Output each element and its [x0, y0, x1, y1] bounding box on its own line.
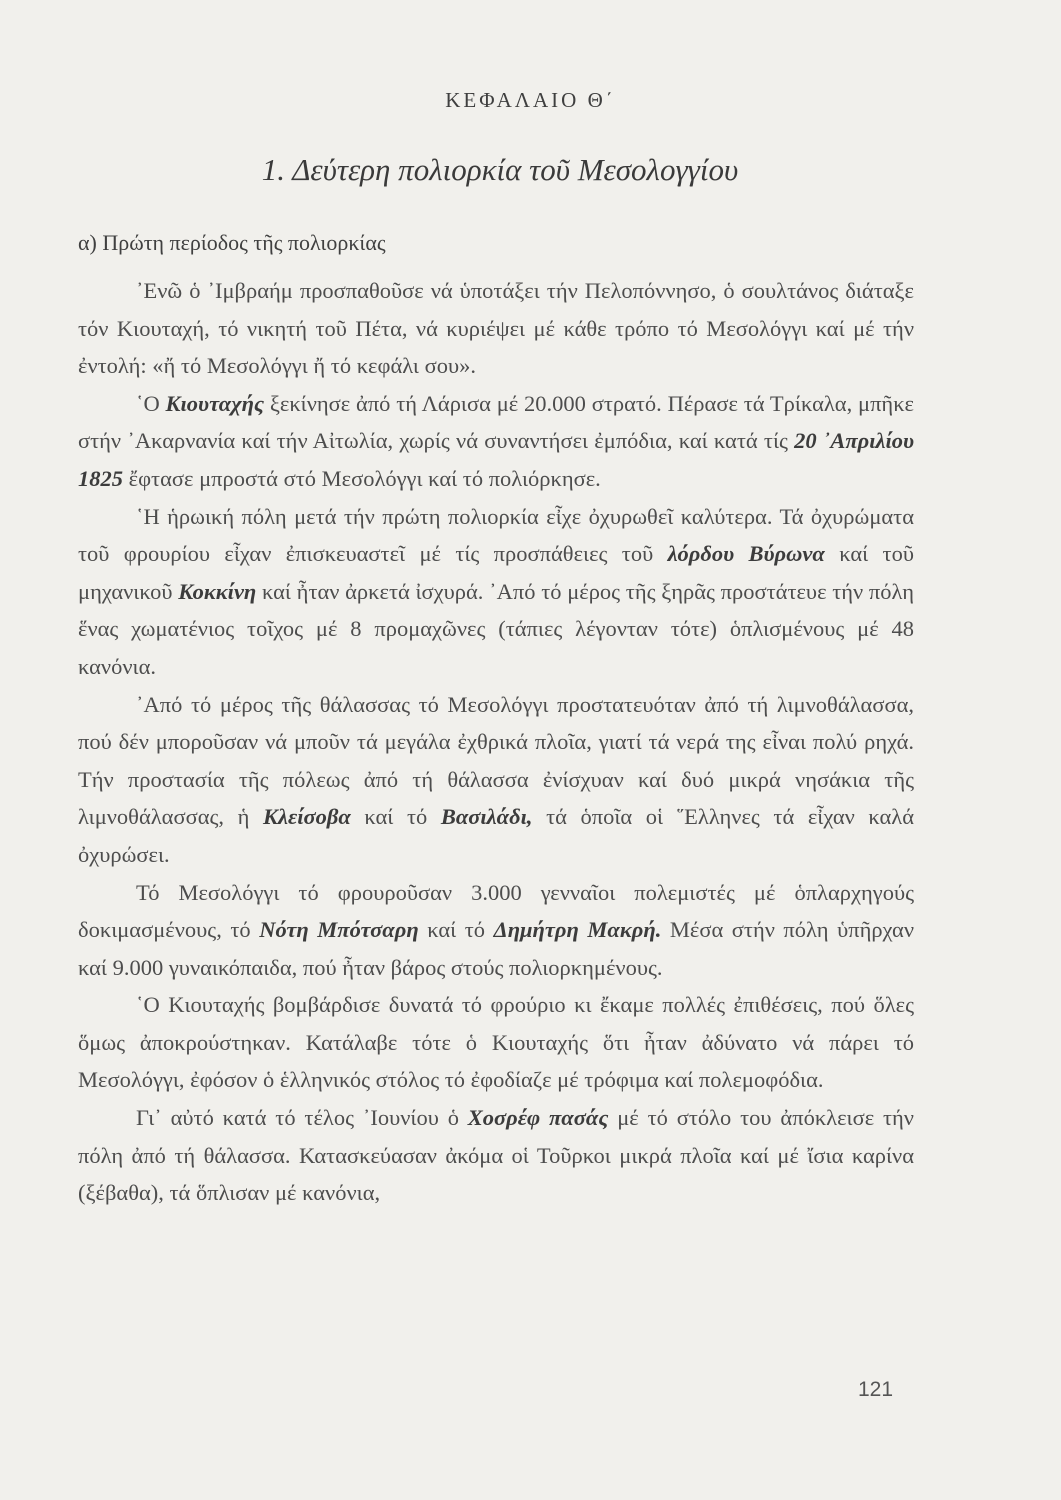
page-number: 121 — [858, 1378, 894, 1401]
paragraph-text: ῾Η ἡρωική πόλη μετά τήν πρώτη πολιορκία εἶχε ὀχυρωθεῖ καλύτερα. Τά ὀχυρώματα τοῦ φρουρίου εἶχαν ἐπισκευαστεῖ μέ τίς προσπάθειες τοῦ — [78, 503, 914, 567]
paragraph — [78, 874, 914, 987]
paragraph — [78, 272, 914, 385]
paragraph — [78, 385, 914, 498]
paragraph — [78, 498, 914, 686]
emphasis-name: Κιουταχής — [165, 390, 265, 416]
paragraph-text: ᾿Ενῶ ὁ ᾿Ιμβραήμ προσπαθοῦσε νά ὑποτάξει τήν Πελοπόννησο, ὁ σουλτάνος διάταξε τόν Κιουταχή, τό νικητή τοῦ Πέτα, νά κυριέψει μέ κάθε τρόπο τό Μεσολόγγι καί μέ τήν ἐντολή: «ἤ τό Μεσολόγγι ἤ τό κεφάλι σου». — [78, 278, 914, 379]
emphasis-name: Χοσρέφ πασάς — [467, 1105, 609, 1131]
paragraph-text: τά ὁποῖα οἱ ῞Ελληνες τά εἶχαν καλά ὀχυρώσει. — [78, 804, 914, 867]
emphasis-name: Κοκκίνη — [178, 578, 257, 604]
paragraph-text: καί τό — [418, 917, 494, 943]
emphasis-name: Νότη Μπότσαρη — [259, 917, 419, 943]
paragraph-text: καί τοῦ μηχανικοῦ — [78, 541, 914, 604]
emphasis-date: 20 ᾿Απριλίου 1825 — [78, 428, 914, 491]
paragraph-text: ἔφτασε μπροστά στό Μεσολόγγι καί τό πολιόρκησε. — [123, 465, 601, 491]
paragraph-text: Μέσα στήν πόλη ὑπῆρχαν καί 9.000 γυναικόπαιδα, πού ἦταν βάρος στούς πολιορκημένους. — [78, 917, 915, 980]
emphasis-name: Βασιλάδι, — [440, 804, 533, 830]
paragraph-text: ᾿Από τό μέρος τῆς θάλασσας τό Μεσολόγγι προστατευόταν ἀπό τή λιμνοθάλασσα, πού δέν μποροῦσαν νά μποῦν τά μεγάλα ἐχθρικά πλοῖα, γιατί τά νερά της εἶναι πολύ ρηχά. Τήν προστασία τῆς πόλεως ἀπό τή θάλασσα ἐνίσχυαν καί δυό μικρά νησάκια τῆς λιμνοθάλασσας, ἡ — [78, 691, 914, 830]
chapter-heading: ΚΕΦΑΛΑΙΟ Θ΄ — [445, 88, 616, 112]
emphasis-name: Δημήτρη Μακρή. — [493, 917, 662, 943]
paragraph-text: ῾Ο Κιουταχής βομβάρδισε δυνατά τό φρούριο κι ἔκαμε πολλές ἐπιθέσεις, πού ὅλες ὅμως ἀποκρούστηκαν. Κατάλαβε τότε ὁ Κιουταχής ὅτι ἦταν ἀδύνατο νά πάρει τό Μεσολόγγι, ἐφόσον ὁ ἑλληνικός στόλος τό ἐφοδίαζε μέ τρόφιμα καί πολεμοφόδια. — [78, 992, 914, 1093]
emphasis-name: Κλείσοβα — [262, 804, 351, 830]
paragraph — [78, 1099, 914, 1212]
paragraph-text: μέ τό στόλο του ἀπόκλεισε τήν πόλη ἀπό τή θάλασσα. Κατασκεύασαν ἀκόμα οἱ Τοῦρκοι μικρά πλοῖα καί μέ ἴσια καρίνα (ξέβαθα), τά ὅπλισαν μέ κανόνια, — [78, 1105, 914, 1206]
paragraph — [78, 686, 914, 874]
body-text — [78, 272, 914, 1212]
subsection-title: α) Πρώτη περίοδος τῆς πολιορκίας — [78, 230, 386, 255]
paragraph-text: καί ἦταν ἀρκετά ἰσχυρά. ᾿Από τό μέρος τῆς ξηρᾶς προστάτευε τήν πόλη ἕνας χωματένιος τοῖχος μέ 8 προμαχῶνες (τάπιες λέγονταν τότε) ὁπλισμένους μέ 48 κανόνια. — [78, 578, 914, 679]
section-title: 1. Δεύτερη πολιορκία τοῦ Μεσολογγίου — [261, 152, 739, 187]
paragraph-text: ῾Ο — [136, 390, 166, 416]
paragraph-text: ξεκίνησε ἀπό τή Λάρισα μέ 20.000 στρατό. Πέρασε τά Τρίκαλα, μπῆκε στήν ᾿Ακαρνανία καί τήν Αἰτωλία, χωρίς νά συναντήσει ἐμπόδια, καί κατά τίς — [78, 390, 914, 454]
paragraph-text: Γι᾿ αὐτό κατά τό τέλος ᾿Ιουνίου ὁ — [136, 1105, 468, 1131]
paragraph — [78, 986, 914, 1099]
emphasis-name: λόρδου Βύρωνα — [667, 541, 825, 567]
paragraph-text: Τό Μεσολόγγι τό φρουροῦσαν 3.000 γενναῖοι πολεμιστές μέ ὁπλαρχηγούς δοκιμασμένους, τό — [78, 879, 914, 943]
paragraph-text: καί τό — [350, 804, 441, 830]
